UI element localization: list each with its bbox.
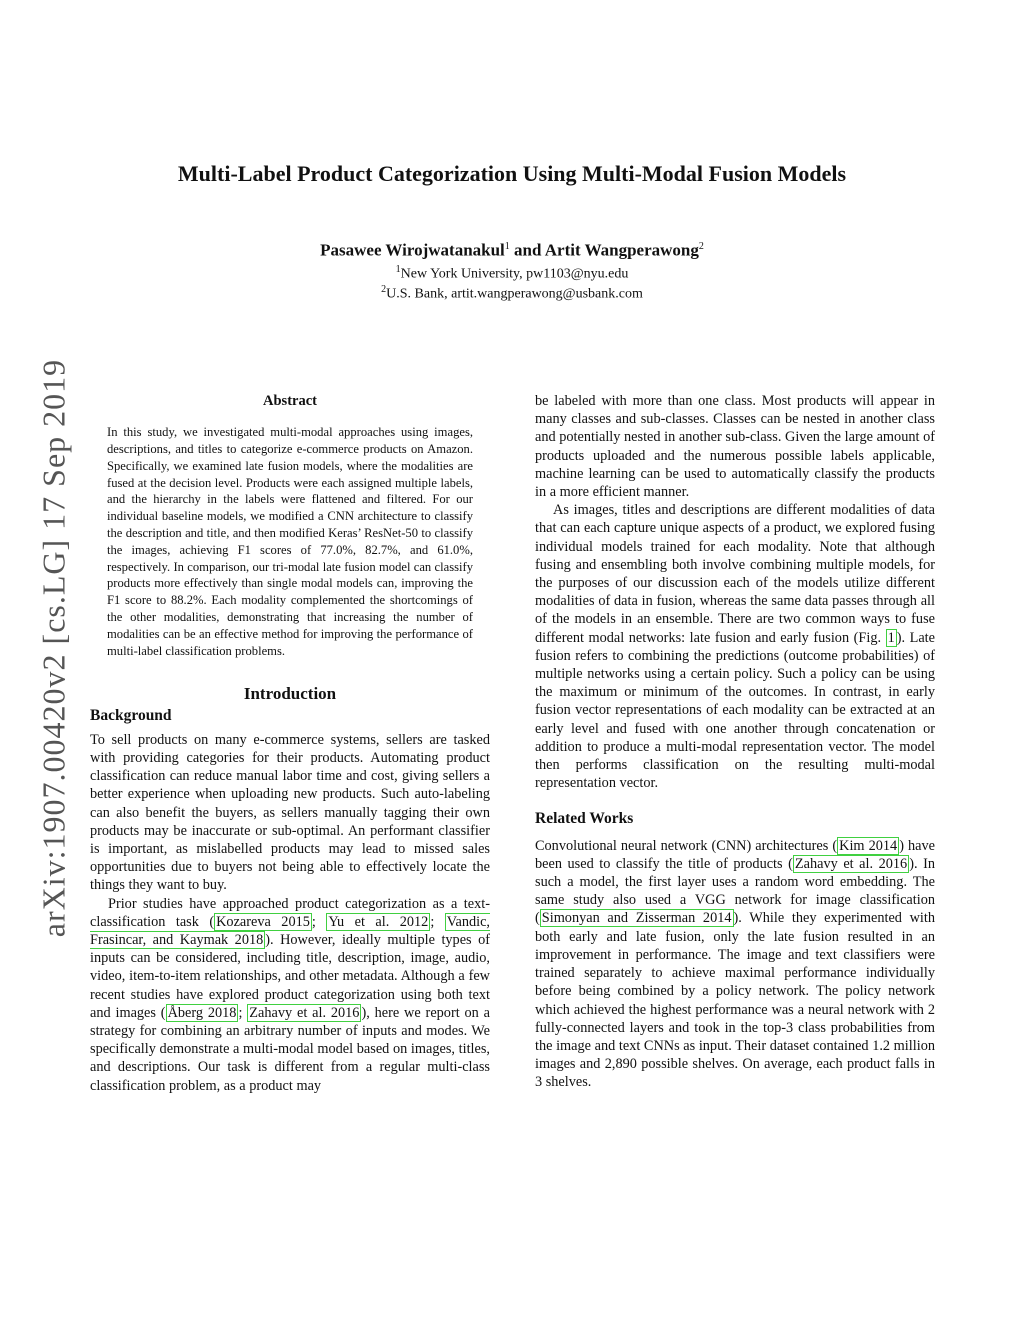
paper-title: Multi-Label Product Categorization Using Multi-Modal Fusion Models: [177, 161, 847, 186]
paragraph-text: Prior studies have approached product categorization as a text-classification task (: [90, 895, 490, 930]
affiliation-marker: 1: [504, 241, 510, 252]
citation-link[interactable]: Yu et al. 2012: [328, 913, 429, 930]
citation-separator: ;: [238, 1004, 248, 1021]
paragraph-text: ) have been used to classify the title of products (: [535, 837, 935, 872]
paragraph-text: ). However, ideally multiple types of inputs can be considered, including title, description, image, audio, video, item-to-item relationships, and other metadata. Although a few recent studies have explored product categorization using both text and images (: [90, 932, 490, 1021]
citation-separator: ;: [430, 913, 445, 930]
paragraph: To sell products on many e-commerce systems, sellers are tasked with providing categories for their products. Automating product classification can reduce manual labor time and cost, giving sellers a better experience when uploading new products. Such auto-labeling can also benefit the buyers, as sellers manually tagging their own products may be inaccurate or sub-optimal. An performant classifier is important, as mislabelled products may lead to missed sales opportunities due to buyers not being able to effectively locate the things they want to buy.: [90, 731, 490, 894]
affiliation-text: New York University, pw1103@nyu.edu: [400, 266, 629, 282]
paragraph: [90, 895, 490, 1095]
citation-link[interactable]: Kozareva 2015: [216, 913, 310, 930]
paragraph-text: As images, titles and descriptions are different modalities of data that can each capture unique aspects of a product, we explored fusing individual models trained for each modality. Note that although fusing and ensembling both involve combining multiple models, for the purposes of our discussion each of the models utilize different modalities of data in fusion, whereas the same data passes through all of the models in an ensemble. There are two common ways to fuse different modal networks: late fusion and early fusion (Fig.: [535, 502, 935, 646]
affiliation-text: U.S. Bank, artit.wangperawong@usbank.com: [386, 286, 643, 302]
citation-link[interactable]: Åberg 2018: [167, 1004, 237, 1021]
affiliation-marker: 2: [698, 241, 704, 252]
introduction-heading: Introduction: [243, 684, 337, 704]
arxiv-stamp: arXiv:1907.00420v2 [cs.LG] 17 Sep 2019: [35, 358, 72, 938]
paragraph-text: ). In such a model, the first layer uses a random word embedding. The same study also used a VGG network for image classification (: [535, 855, 935, 927]
author-name: Pasawee Wirojwatanakul: [320, 240, 505, 260]
abstract-text: In this study, we investigated multi-modal approaches using images, descriptions, and titles to categorize e-commerce products on Amazon. Specifically, we examined late fusion models, where the modalities are fused at the decision level. Products were each assigned multiple labels, and the hierarchy in the labels were flattened and filtered. For our individual baseline models, we modified a CNN architecture to classify the description and title, and then modified Keras’ ResNet-50 to classify the images, achieving F1 scores of 77.0%, 82.7%, and 61.0%, respectively. In comparison, our tri-modal late fusion model can classify products more effectively than single modal models can, improving the F1 score to 88.2%. Each modality complemented the shortcomings of the other modalities, demonstrating that increasing the number of modalities can be an effective method for improving the performance of multi-label classification problems.: [107, 425, 473, 658]
citation-link[interactable]: Zahavy et al. 2016: [249, 1004, 360, 1021]
paragraph: [535, 501, 935, 792]
related-works-heading: Related Works: [535, 810, 634, 828]
affiliation-marker: 1: [395, 264, 401, 275]
left-column: [90, 392, 490, 1095]
author-name: Artit Wangperawong: [544, 240, 699, 260]
affiliation-marker: 2: [381, 284, 387, 295]
paragraph-text: ). While they experimented with both early and late fusion, only the late fusion resulted in an improvement in performance. The image and text classifiers were trained separately to achieve maximal performance individually before being combined by a policy network. The policy network which achieved the highest performance was a neural network with 2 fully-connected layers and took in the top-3 class probabilities from the image and text CNNs as input. Their dataset contained 1.2 million images and 2,890 possible shelves. On average, each product falls in 3 shelves.: [535, 910, 936, 1091]
right-column: [535, 392, 935, 1092]
citation-link[interactable]: Zahavy et al. 2016: [794, 855, 908, 872]
paragraph-text: ), here we report on a strategy for combining an arbitrary number of inputs and modes. We specifically demonstrate a multi-modal model based on images, titles, and descriptions. Our task is different from a regular multi-class classification problem, as a product may: [90, 1004, 490, 1094]
author-conjunction: and: [509, 240, 545, 260]
citation-link[interactable]: Vandic, Frasincar, and Kaymak 2018: [90, 913, 491, 948]
paragraph: be labeled with more than one class. Most products will appear in many classes and sub-classes. Classes can be nested in another class and potentially nested in another sub-class. Given the large amount of products uploaded and the numerous possible labels applicable, machine learning can be used to automatically classify the products in a more efficient manner.: [535, 393, 935, 501]
paragraph-text: ). Late fusion refers to combining the predictions (outcome probabilities) of multiple networks using a certain policy. Such a policy can be using the maximum or minimum of the outcomes. In contrast, in early fusion vector representations of each modality can be extracted at an early level and fused with one another through concatenation or addition to produce a multi-modal representation vector. The model then performs classification on the resulting multi-modal representation vector.: [535, 629, 935, 792]
paragraph: [535, 837, 935, 1092]
citation-separator: ;: [311, 913, 327, 930]
abstract-heading: Abstract: [263, 393, 317, 409]
paragraph-text: Convolutional neural network (CNN) architectures (: [535, 837, 838, 854]
background-heading: Background: [90, 706, 172, 724]
figure-reference-link[interactable]: 1: [887, 629, 895, 646]
affiliation: [0, 281, 1024, 304]
citation-link[interactable]: Simonyan and Zisserman 2014: [541, 910, 732, 927]
citation-link[interactable]: Kim 2014: [839, 837, 898, 854]
author-line: [0, 236, 1024, 262]
